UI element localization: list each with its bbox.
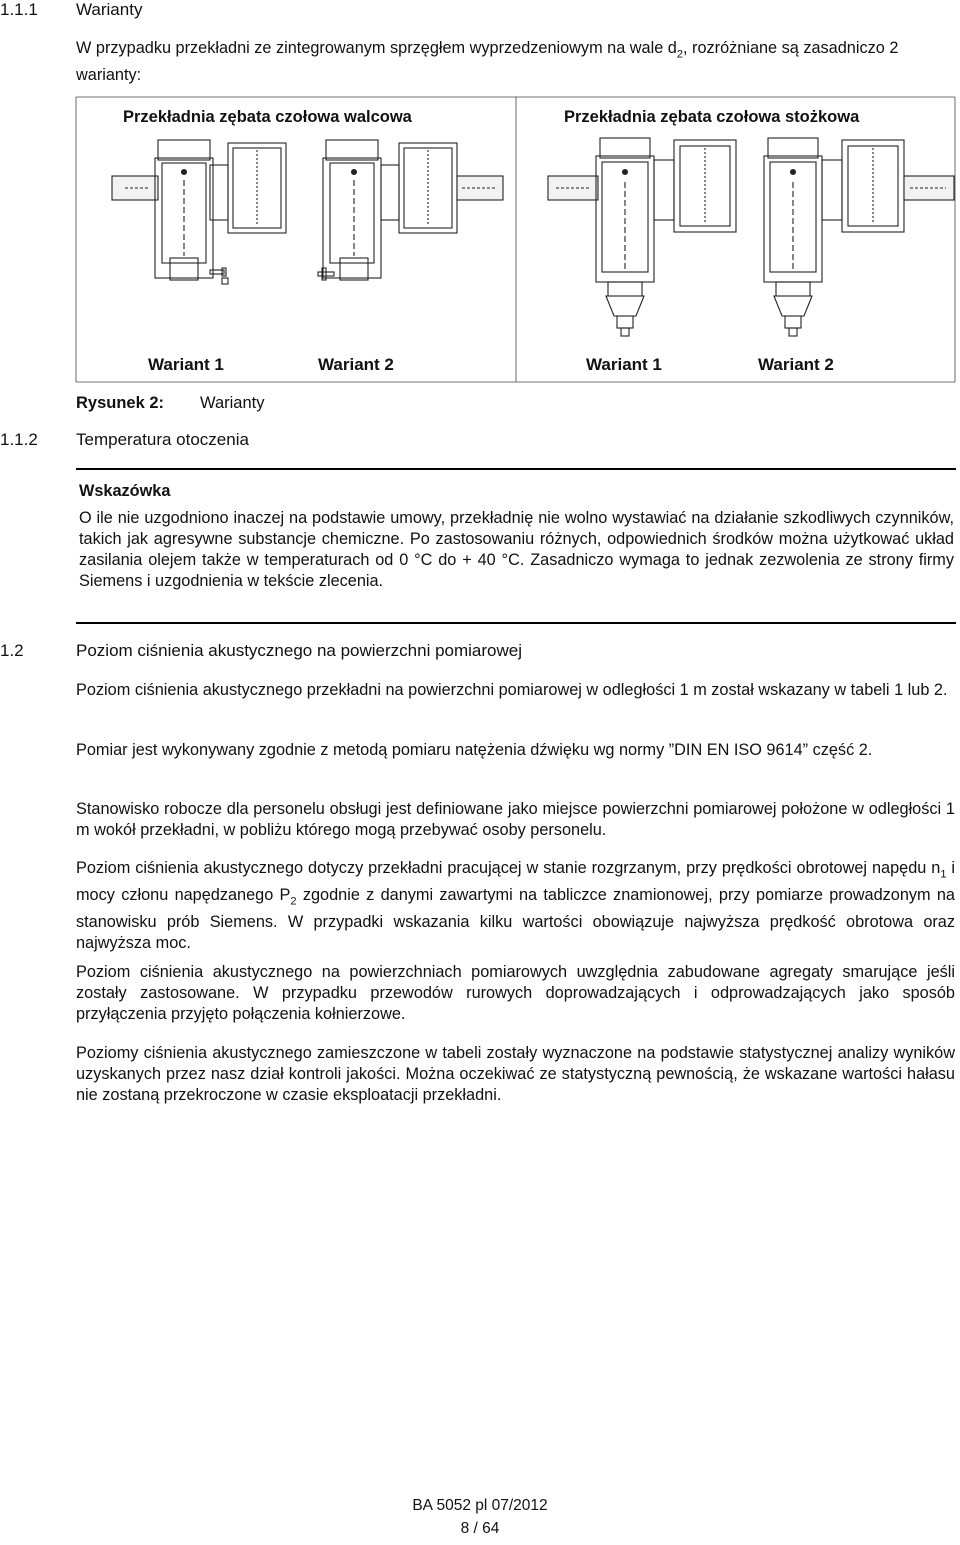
intro-paragraph	[76, 38, 955, 86]
paragraph: Stanowisko robocze dla personelu obsługi jest definiowane jako miejsce powierzchni pomiarowej położone w odległości 1 m wokół przekładni, w pobliżu którego mogą przebywać osoby personelu.	[76, 800, 955, 839]
subscript: 1	[940, 868, 947, 881]
bevel-gear-variant-1-drawing	[548, 138, 736, 336]
intro-text: W przypadku przekładni ze zintegrowanym sprzęgłem wyprzedzeniowym na wale d	[76, 39, 677, 57]
paragraph: Poziom ciśnienia akustycznego przekładni na powierzchni pomiarowej w odległości 1 m został wskazany w tabeli 1 lub 2.	[76, 681, 948, 699]
paragraph: Poziom ciśnienia akustycznego na powierzchniach pomiarowych uwzględnia zabudowane agregaty smarujące jeśli zostały zastosowane. W przypadku przewodów rurowych doprowadzających i odprowadzających jako sposób przyłączenia przyjęto połączenia kołnierzowe.	[76, 963, 955, 1023]
section-title: Temperatura otoczenia	[76, 430, 249, 449]
bevel-gear-variant-2-drawing	[764, 138, 954, 336]
paragraph	[76, 858, 955, 954]
variant-label: Wariant 2	[318, 355, 394, 374]
footer-doc-id: BA 5052 pl 07/2012	[412, 1497, 548, 1514]
figure-caption-text: Warianty	[200, 394, 265, 412]
note-body: O ile nie uzgodniono inaczej na podstawie umowy, przekładnię nie wolno wystawiać na działanie szkodliwych czynników, takich jak agresywne substancje chemiczne. Po zastosowaniu różnych, odpowiednich środków można użytkować układ zasilania olejem także w temperaturach od 0 °C do + 40 °C. Zasadniczo wymaga to jednak zezwolenia ze strony firmy Siemens i uzgodnienia w tekście zlecenia.	[79, 509, 954, 590]
subscript: 2	[290, 895, 297, 908]
section-number: 1.1.1	[0, 0, 38, 19]
section-number: 1.2	[0, 641, 24, 660]
figure-caption-label: Rysunek 2:	[76, 394, 165, 412]
note-box	[76, 468, 956, 624]
footer-page-number: 8 / 64	[460, 1520, 500, 1537]
paragraph: Pomiar jest wykonywany zgodnie z metodą pomiaru natężenia dźwięku wg normy ”DIN EN ISO 9614” część 2.	[76, 741, 873, 759]
section-title: Poziom ciśnienia akustycznego na powierzchni pomiarowej	[76, 641, 523, 660]
figure-heading-bevel: Przekładnia zębata czołowa stożkowa	[564, 108, 860, 126]
paragraph: Poziomy ciśnienia akustycznego zamieszczone w tabeli zostały wyznaczone na podstawie statystycznej analizy wyników uzyskanych przez nasz dział kontroli jakości. Można oczekiwać ze statystyczną pewnością, że wskazane wartości hałasu nie zostaną przekroczone w czasie eksploatacji przekładni.	[76, 1044, 955, 1104]
section-number: 1.1.2	[0, 430, 38, 449]
section-title: Warianty	[76, 0, 143, 19]
variant-label: Wariant 1	[148, 355, 224, 374]
intro-text-2: , rozróżniane są zasadniczo 2 warianty:	[76, 39, 899, 85]
figure-heading-spur: Przekładnia zębata czołowa walcowa	[123, 108, 412, 126]
intro-subscript: 2	[676, 48, 683, 61]
note-title: Wskazówka	[79, 482, 171, 500]
variant-label: Wariant 1	[586, 355, 662, 374]
spur-gear-variant-1-drawing	[112, 140, 286, 284]
spur-gear-variant-2-drawing	[318, 140, 503, 280]
paragraph-text: zgodnie z danymi zawartymi na tabliczce znamionowej, przy pomiarze prowadzonym na stanowisku prób Siemens. W przypadki wskazania kilku wartości obowiązuje najwyższa prędkość obrotowa oraz najwyższa moc.	[76, 886, 955, 952]
paragraph-text: Poziom ciśnienia akustycznego dotyczy przekładni pracującej w stanie rozgrzanym, przy prędkości obrotowej napędu n	[76, 859, 941, 877]
variant-label: Wariant 2	[758, 355, 834, 374]
paragraph-text: i mocy członu napędzanego P	[76, 859, 956, 905]
